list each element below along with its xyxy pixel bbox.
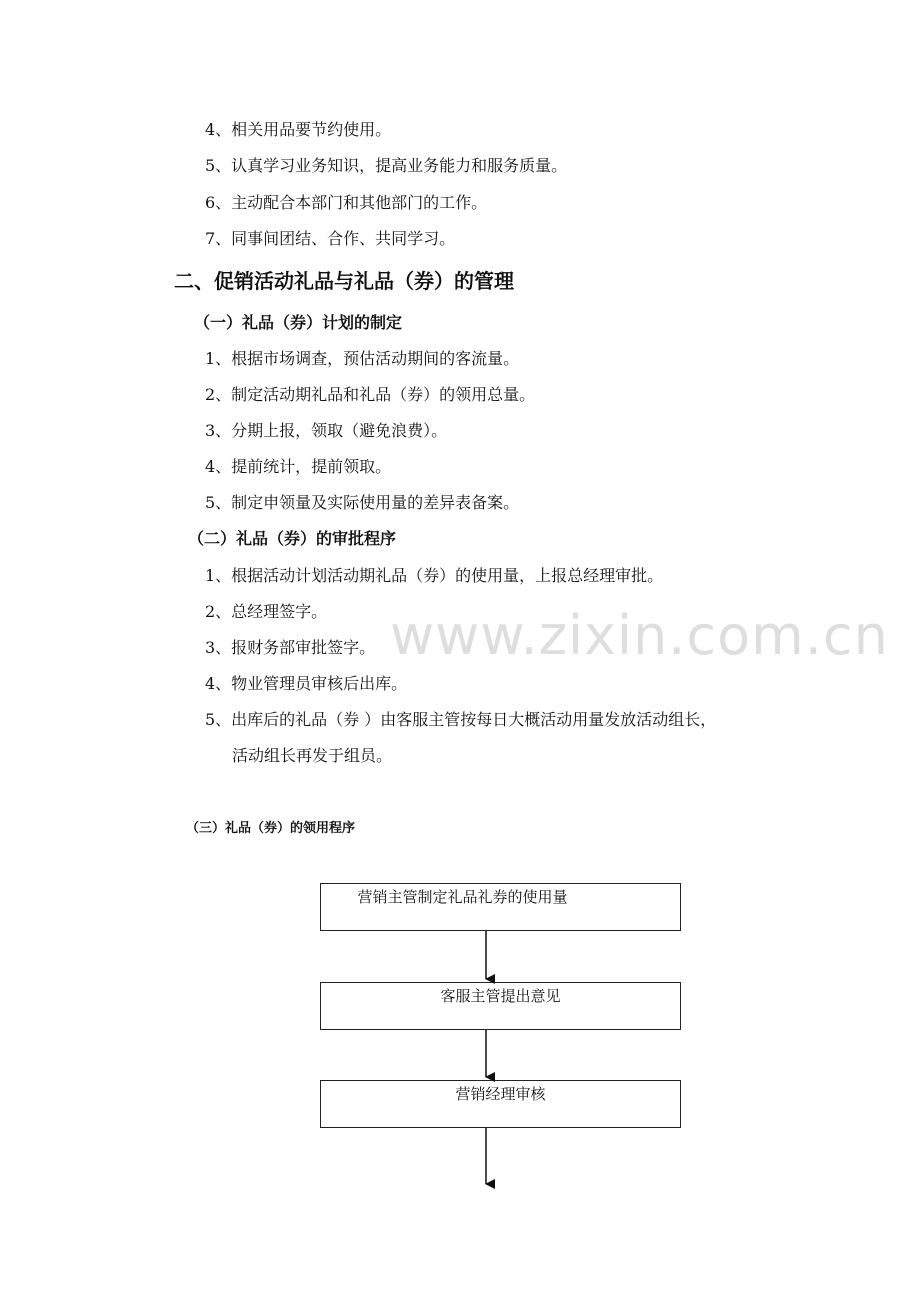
flow-step-label: 客服主管提出意见 [440, 987, 561, 1005]
list-item: 1、根据活动计划活动期礼品（券）的使用量，上报总经理审批。 [205, 566, 664, 585]
list-item: 2、制定活动期礼品和礼品（券）的领用总量。 [205, 385, 536, 404]
list-item: 4、相关用品要节约使用。 [205, 120, 392, 139]
list-item: 5、出库后的礼品（券 ）由客服主管按每日大概活动用量发放活动组长， [205, 710, 717, 729]
list-item: 3、分期上报，领取（避免浪费）。 [205, 421, 448, 440]
list-item: 6、主动配合本部门和其他部门的工作。 [205, 193, 488, 212]
list-item: 4、提前统计，提前领取。 [205, 457, 392, 476]
subsection-heading: （二）礼品（券）的审批程序 [188, 529, 397, 548]
list-item: 3、报财务部审批签字。 [205, 638, 376, 657]
section-heading: 二、促销活动礼品与礼品（券）的管理 [174, 269, 514, 293]
list-item: 1、根据市场调查，预估活动期间的客流量。 [205, 349, 520, 368]
list-item: 7、同事间团结、合作、共同学习。 [205, 229, 456, 248]
watermark: www.zixin.com.cn [390, 604, 889, 667]
flow-step-label: 营销主管制定礼品礼券的使用量 [357, 888, 568, 906]
flow-step-label: 营销经理审核 [455, 1085, 546, 1103]
list-item-continuation: 活动组长再发于组员。 [232, 746, 393, 765]
list-item: 2、总经理签字。 [205, 602, 328, 621]
subsection-heading: （三）礼品（券）的领用程序 [186, 821, 356, 836]
list-item: 4、物业管理员审核后出库。 [205, 674, 408, 693]
list-item: 5、认真学习业务知识，提高业务能力和服务质量。 [205, 156, 568, 175]
list-item: 5、制定申领量及实际使用量的差异表备案。 [205, 493, 520, 512]
subsection-heading: （一）礼品（券）计划的制定 [194, 313, 403, 332]
